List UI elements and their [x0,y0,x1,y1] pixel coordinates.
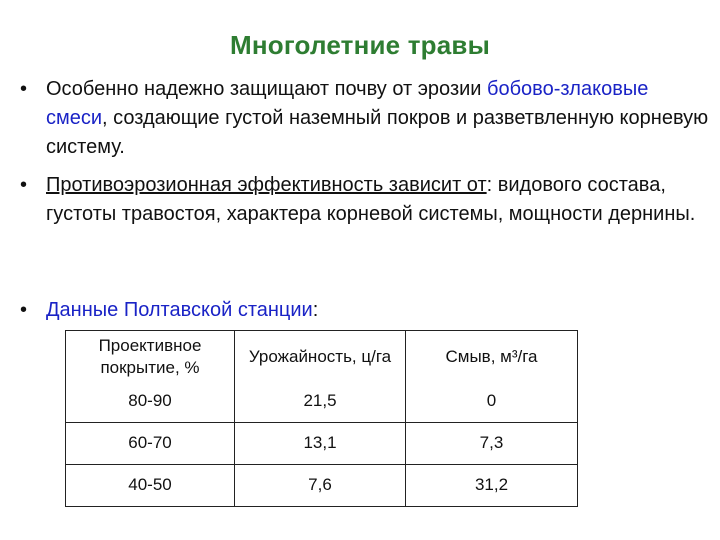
table-cell: 7,3 [406,422,578,464]
bullet-2-part2: : видового состава, густоты травостоя, характера корневой системы, мощности дернины. [46,174,696,225]
bullet-1-highlight: бобово-злаковые смеси [46,78,649,129]
header-yield: Урожайность, ц/га [235,331,406,382]
table-header-row [66,331,578,382]
table-row [66,381,578,422]
table-cell: 7,6 [235,464,406,506]
bullet-1-part2: , создающие густой наземный покров и разветвленную корневую систему. [46,107,709,158]
bullet-1-part1: Особенно надежно защищают почву от эрозии [46,78,488,100]
table-row [66,464,578,506]
table-cell: 80-90 [66,381,235,422]
table-cell: 40-50 [66,464,235,506]
table-cell: 13,1 [235,422,406,464]
bullet-text-2 [46,171,710,229]
table-cell: 0 [406,381,578,422]
header-runoff: Смыв, м³/га [406,331,578,382]
bullet-dot-icon: • [20,299,28,321]
table-cell: 31,2 [406,464,578,506]
bullet-text-1 [46,75,710,162]
bullet-item-1 [20,75,710,162]
bullet-text-3 [46,296,710,325]
header-cover: Проективное покрытие, % [66,331,235,382]
table-cell: 21,5 [235,381,406,422]
bullet-3-part2: : [312,299,319,321]
bullet-item-3 [20,296,710,325]
table-row [66,422,578,464]
table-cell: 60-70 [66,422,235,464]
bullet-dot-icon: • [20,78,28,100]
bullet-3-highlight: Данные Полтавской станции [46,299,313,321]
poltava-data-table [65,330,578,507]
bullet-dot-icon: • [20,174,28,196]
slide-title: Многолетние травы [229,30,491,60]
bullet-item-2 [20,171,710,229]
bullet-2-underlined: Противоэрозионная эффективность зависит от [46,174,487,196]
